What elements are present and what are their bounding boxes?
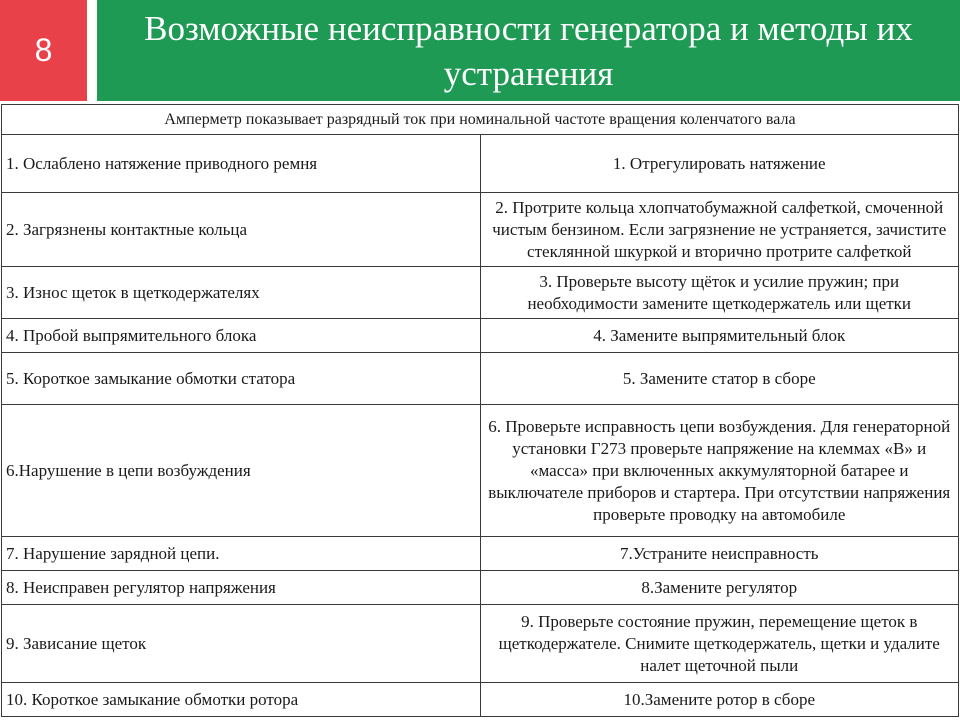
table-row [2, 683, 959, 717]
table-row [2, 537, 959, 571]
table-row [2, 405, 959, 537]
fault-cell: 9. Зависание щеток [2, 605, 481, 683]
remedy-cell: 3. Проверьте высоту щёток и усилие пружин; при необходимости замените щеткодержатель или щетки [480, 267, 959, 319]
table-row [2, 193, 959, 267]
fault-cell: 2. Загрязнены контактные кольца [2, 193, 481, 267]
remedy-cell: 2. Протрите кольца хлопчатобумажной салфеткой, смоченной чистым бензином. Если загрязнение не устраняется, зачистите стеклянной шкуркой и вторично протрите салфеткой [480, 193, 959, 267]
slide-number: 8 [34, 32, 53, 68]
remedy-cell: 4. Замените выпрямительный блок [480, 319, 959, 353]
table-row [2, 605, 959, 683]
remedy-cell: 8.Замените регулятор [480, 571, 959, 605]
fault-cell: 7. Нарушение зарядной цепи. [2, 537, 481, 571]
fault-cell: 6.Нарушение в цепи возбуждения [2, 405, 481, 537]
fault-cell: 8. Неисправен регулятор напряжения [2, 571, 481, 605]
table-row [2, 353, 959, 405]
table-row [2, 571, 959, 605]
remedy-cell: 6. Проверьте исправность цепи возбуждения. Для генераторной установки Г273 проверьте напряжение на клеммах «В» и «масса» при включенных аккумуляторной батарее и выключателе приборов и стартера. При отсутствии напряжения проверьте проводку на автомобиле [480, 405, 959, 537]
remedy-cell: 7.Устраните неисправность [480, 537, 959, 571]
slide-number-badge [0, 0, 87, 101]
remedy-cell: 5. Замените статор в сборе [480, 353, 959, 405]
fault-cell: 4. Пробой выпрямительного блока [2, 319, 481, 353]
table-header-row [2, 105, 959, 135]
table-row [2, 267, 959, 319]
remedy-cell: 10.Замените ротор в сборе [480, 683, 959, 717]
fault-cell: 3. Износ щеток в щеткодержателях [2, 267, 481, 319]
title-bar [97, 0, 960, 101]
remedy-cell: 9. Проверьте состояние пружин, перемещение щеток в щеткодержателе. Снимите щеткодержатель, щетки и удалите налет щеточной пыли [480, 605, 959, 683]
faults-table-container [1, 104, 959, 717]
remedy-cell: 1. Отрегулировать натяжение [480, 135, 959, 193]
fault-cell: 10. Короткое замыкание обмотки ротора [2, 683, 481, 717]
fault-cell: 5. Короткое замыкание обмотки статора [2, 353, 481, 405]
header-divider [87, 0, 97, 101]
table-row [2, 319, 959, 353]
slide-title: Возможные неисправности генератора и методы их устранения [144, 8, 913, 93]
fault-cell: 1. Ослаблено натяжение приводного ремня [2, 135, 481, 193]
table-row [2, 135, 959, 193]
faults-table [1, 104, 959, 717]
table-header: Амперметр показывает разрядный ток при номинальной частоте вращения коленчатого вала [2, 105, 959, 135]
